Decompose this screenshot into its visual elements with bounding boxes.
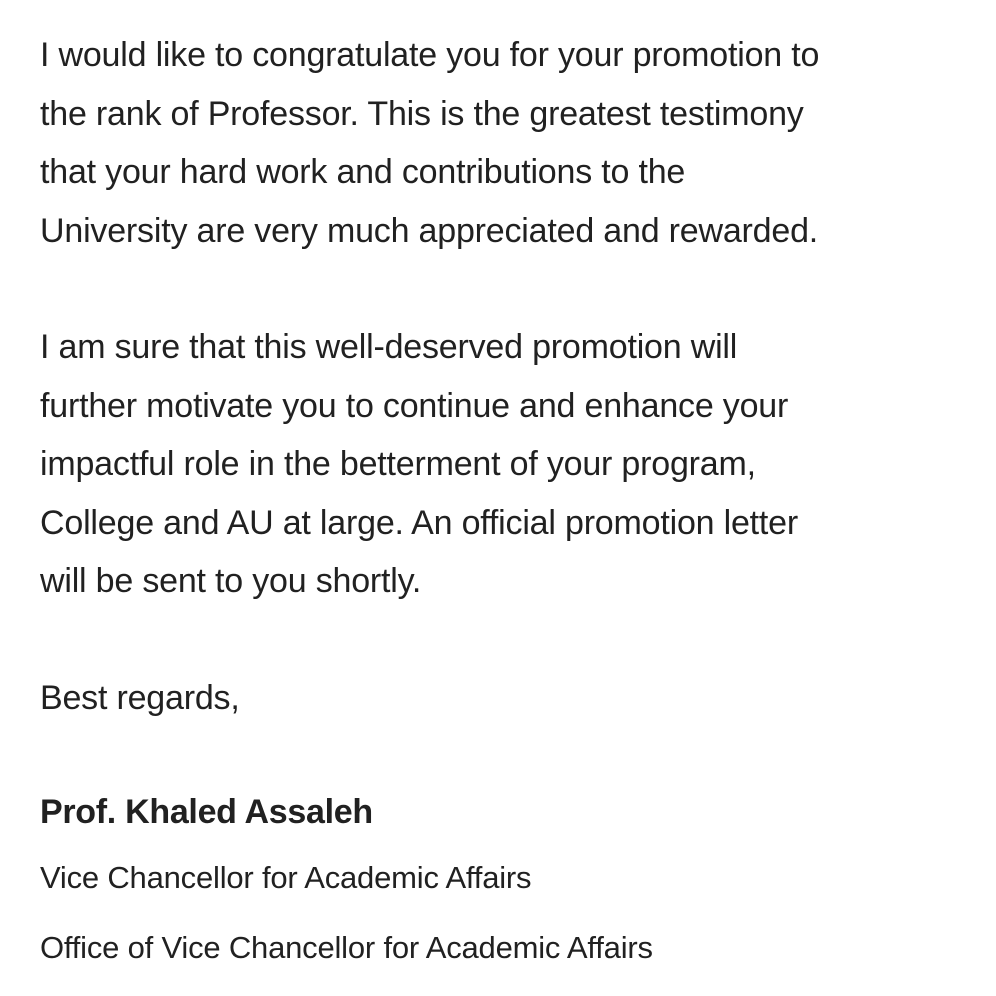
paragraph-line: further motivate you to continue and enhance your bbox=[40, 386, 789, 425]
paragraph-line: the rank of Professor. This is the greatest testimony bbox=[40, 94, 804, 133]
message-paragraph-1 bbox=[40, 26, 966, 260]
paragraph-line: impactful role in the betterment of your program, bbox=[40, 445, 756, 483]
paragraph-line: University are very much appreciated and rewarded. bbox=[40, 211, 819, 250]
paragraph-line: I would like to congratulate you for your promotion to bbox=[40, 36, 820, 74]
paragraph-line: will be sent to you shortly. bbox=[40, 562, 422, 600]
signature-office: Office of Vice Chancellor for Academic Affairs bbox=[40, 930, 653, 965]
paragraph-line: College and AU at large. An official promotion letter bbox=[40, 503, 799, 542]
signature-name: Prof. Khaled Assaleh bbox=[40, 793, 373, 831]
message-paragraph-2 bbox=[40, 318, 966, 611]
signature-title: Vice Chancellor for Academic Affairs bbox=[40, 860, 532, 895]
paragraph-line: I am sure that this well-deserved promotion will bbox=[40, 328, 738, 366]
paragraph-line: that your hard work and contributions to the bbox=[40, 153, 686, 191]
closing-salutation: Best regards, bbox=[40, 678, 240, 717]
